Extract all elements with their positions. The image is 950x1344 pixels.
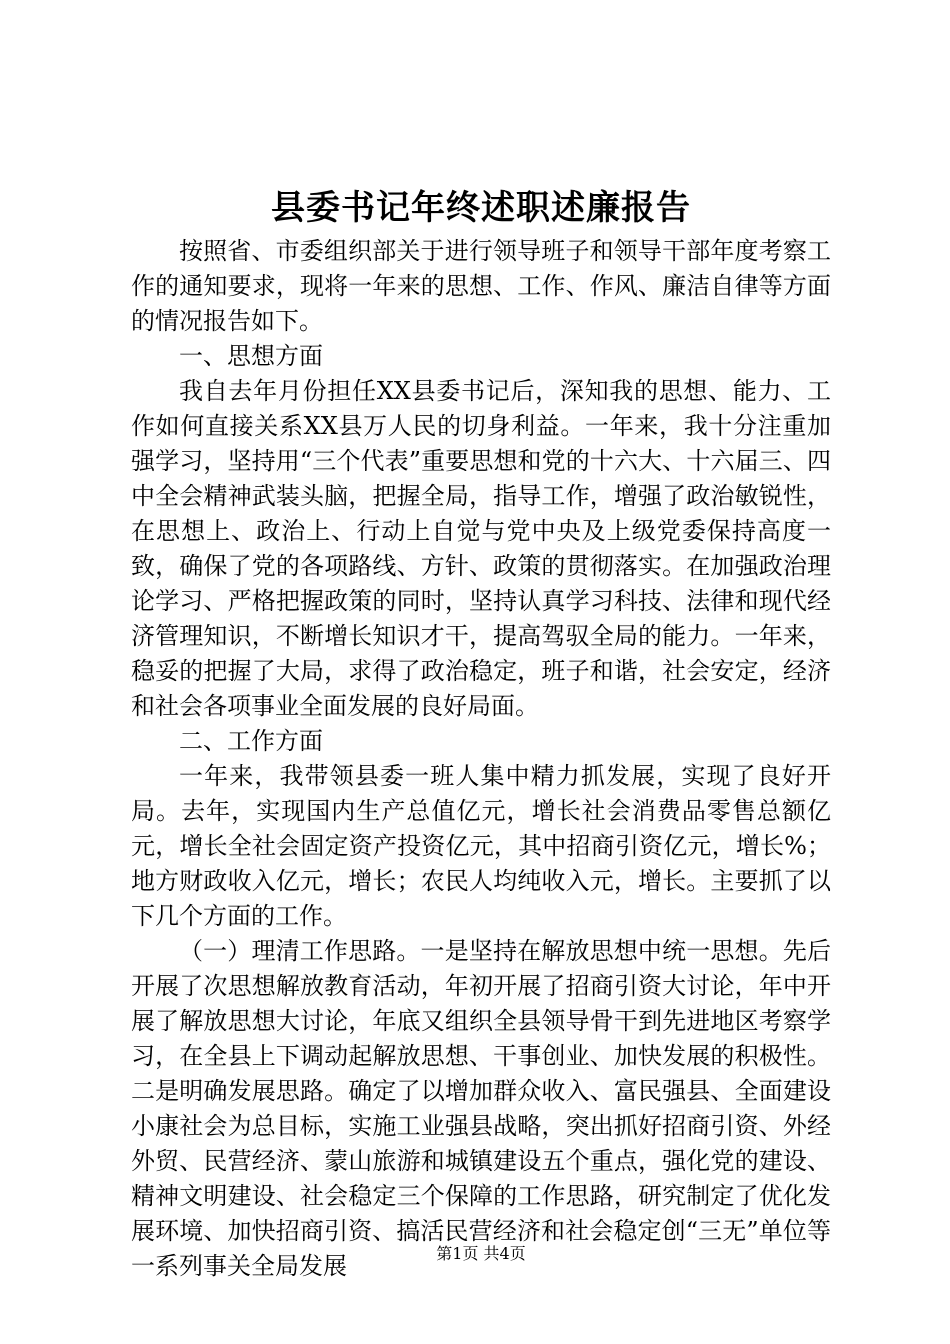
paragraph-intro: 按照省、市委组织部关于进行领导班子和领导干部年度考察工作的通知要求，现将一年来的思想、工作、作风、廉洁自律等方面的情况报告如下。 [131, 237, 831, 335]
document-title: 县委书记年终述职述廉报告 [271, 188, 691, 228]
document-body [131, 234, 831, 1284]
paragraph-thought: 我自去年月份担任XX县委书记后，深知我的思想、能力、工作如何直接关系XX县万人民的切身利益。一年来，我十分注重加强学习，坚持用“三个代表”重要思想和党的十六大、十六届三、四中全会精神武装头脑，把握全局，指导工作，增强了政治敏锐性，在思想上、政治上、行动上自觉与党中央及上级党委保持高度一致，确保了党的各项路线、方针、政策的贯彻落实。在加强政治理论学习、严格把握政策的同时，坚持认真学习科技、法律和现代经济管理知识，不断增长知识才干，提高驾驭全局的能力。一年来，稳妥的把握了大局，求得了政治稳定，班子和谐，社会安定，经济和社会各项事业全面发展的良好局面。 [131, 377, 831, 720]
paragraph-work-summary: 一年来，我带领县委一班人集中精力抓发展，实现了良好开局。去年，实现国内生产总值亿元，增长社会消费品零售总额亿元，增长全社会固定资产投资亿元，其中招商引资亿元，增长%；地方财政收入亿元，增长；农民人均纯收入元，增长。主要抓了以下几个方面的工作。 [131, 762, 831, 930]
document-page [131, 0, 831, 1344]
section-heading-thought: 一、思想方面 [179, 342, 323, 370]
page-footer: 第1页 共4页 [436, 1244, 526, 1263]
section-heading-work: 二、工作方面 [179, 727, 323, 755]
paragraph-work-ideas: （一）理清工作思路。一是坚持在解放思想中统一思想。先后开展了次思想解放教育活动，年初开展了招商引资大讨论，年中开展了解放思想大讨论，年底又组织全县领导骨干到先进地区考察学习，在全县上下调动起解放思想、干事创业、加快发展的积极性。二是明确发展思路。确定了以增加群众收入、富民强县、全面建设小康社会为总目标，实施工业强县战略，突出抓好招商引资、外经外贸、民营经济、蒙山旅游和城镇建设五个重点，强化党的建设、精神文明建设、社会稳定三个保障的工作思路，研究制定了优化发展环境、加快招商引资、搞活民营经济和社会稳定创“三无”单位等一系列事关全局发展 [131, 937, 831, 1280]
